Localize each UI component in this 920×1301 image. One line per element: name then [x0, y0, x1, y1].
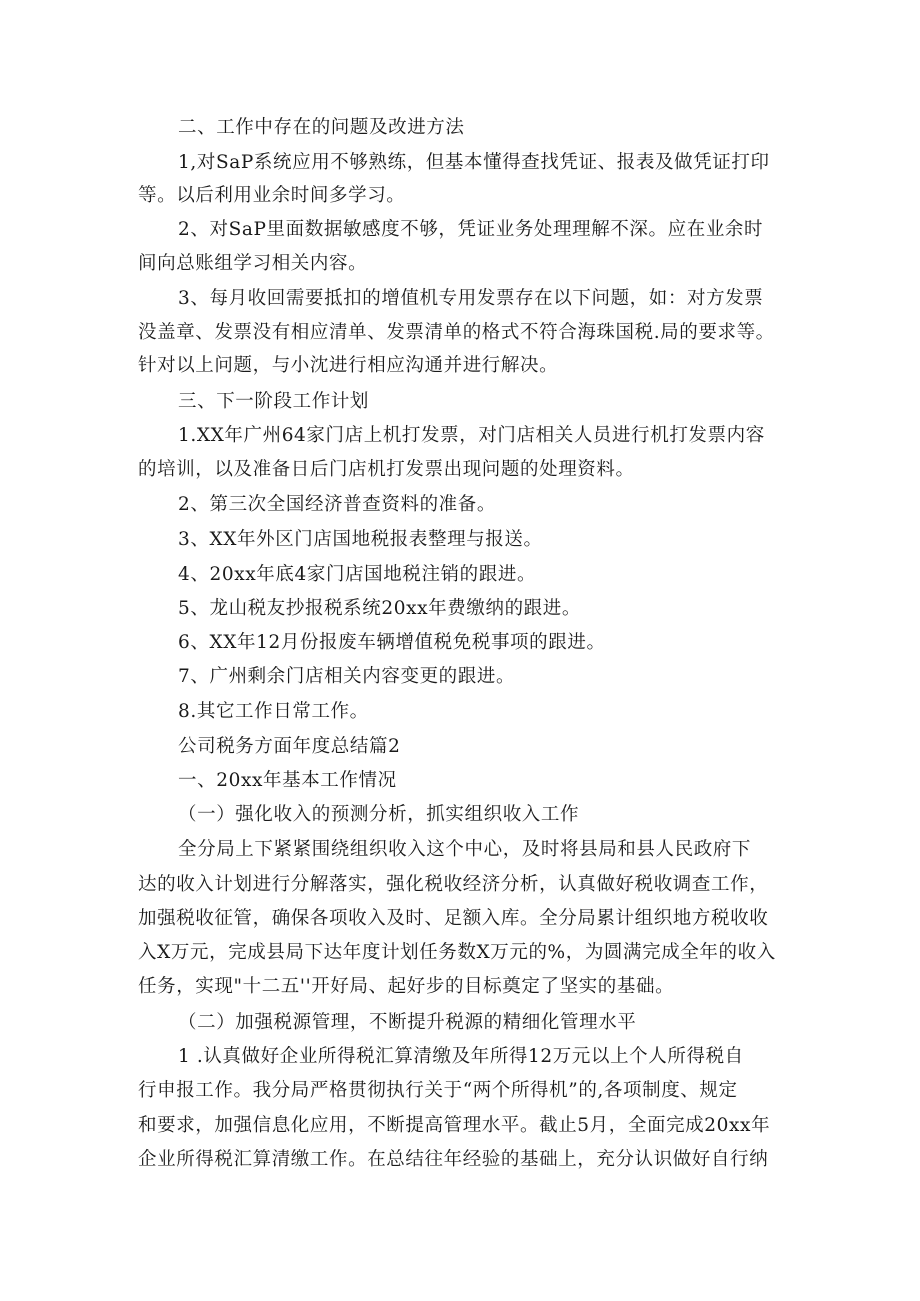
- paragraph-line: 1.XX年广州64家门店上机打发票，对门店相关人员进行机打发票内容: [178, 425, 765, 446]
- paragraph-line: 加强税收征管，确保各项收入及时、足额入库。全分局累计组织地方税收收: [138, 908, 769, 929]
- paragraph-line: 全分局上下紧紧围绕组织收入这个中心，及时将县局和县人民政府下: [178, 839, 752, 860]
- paragraph-line: 1 .认真做好企业所得税汇算清缴及年所得12万元以上个人所得税自: [178, 1046, 744, 1067]
- paragraph-line: 的培训，以及准备日后门店机打发票出现问题的处理资料。: [138, 459, 635, 480]
- paragraph-line: 针对以上问题，与小沈进行相应沟通并进行解决。: [138, 355, 559, 376]
- paragraph-line: 等。以后利用业余时间多学习。: [138, 185, 406, 206]
- list-item: 8.其它工作日常工作。: [178, 701, 369, 722]
- list-item: 2、第三次全国经济普查资料的准备。: [178, 494, 496, 515]
- list-item: 6、XX年12月份报废车辆增值税免税事项的跟进。: [178, 632, 606, 653]
- paragraph-line: 入X万元，完成县局下达年度计划任务数X万元的%，为圆满完成全年的收入: [138, 942, 776, 963]
- paragraph-line: 1,对SaP系统应用不够熟练，但基本懂得查找凭证、报表及做凭证打印: [178, 152, 770, 173]
- paragraph-line: 3、每月收回需要抵扣的增值机专用发票存在以下问题，如：对方发票: [178, 288, 764, 309]
- paragraph-line: 企业所得税汇算清缴工作。在总结往年经验的基础上，充分认识做好自行纳: [138, 1149, 769, 1170]
- heading-basic-work: 一、20xx年基本工作情况: [178, 770, 397, 791]
- list-item: 3、XX年外区门店国地税报表整理与报送。: [178, 529, 543, 550]
- subheading: （一）强化收入的预测分析，抓实组织收入工作: [178, 804, 580, 825]
- section-title: 公司税务方面年度总结篇2: [178, 736, 401, 757]
- paragraph-line: 行申报工作。我分局严格贯彻执行关于“两个所得机”的,各项制度、规定: [138, 1080, 738, 1101]
- paragraph-line: 达的收入计划进行分解落实，强化税收经济分析，认真做好税收调查工作，: [138, 874, 769, 895]
- heading-next-plan: 三、下一阶段工作计划: [178, 391, 370, 412]
- paragraph-line: 2、对SaP里面数据敏感度不够，凭证业务处理理解不深。应在业余时: [178, 219, 764, 240]
- paragraph-line: 和要求，加强信息化应用，不断提高管理水平。截止5月，全面完成20xx年: [138, 1115, 771, 1136]
- list-item: 4、20xx年底4家门店国地税注销的跟进。: [178, 564, 537, 585]
- paragraph-line: 任务，实现"十二五''开好局、起好步的目标奠定了坚实的基础。: [138, 976, 675, 997]
- list-item: 7、广州剩余门店相关内容变更的跟进。: [178, 666, 516, 687]
- list-item: 5、龙山税友抄报税系统20xx年费缴纳的跟进。: [178, 598, 581, 619]
- paragraph-line: 间向总账组学习相关内容。: [138, 253, 368, 274]
- paragraph-line: 没盖章、发票没有相应清单、发票清单的格式不符合海珠国税.局的要求等。: [138, 322, 775, 343]
- subheading: （二）加强税源管理，不断提升税源的精细化管理水平: [178, 1012, 637, 1033]
- heading-problems: 二、工作中存在的问题及改进方法: [178, 117, 465, 138]
